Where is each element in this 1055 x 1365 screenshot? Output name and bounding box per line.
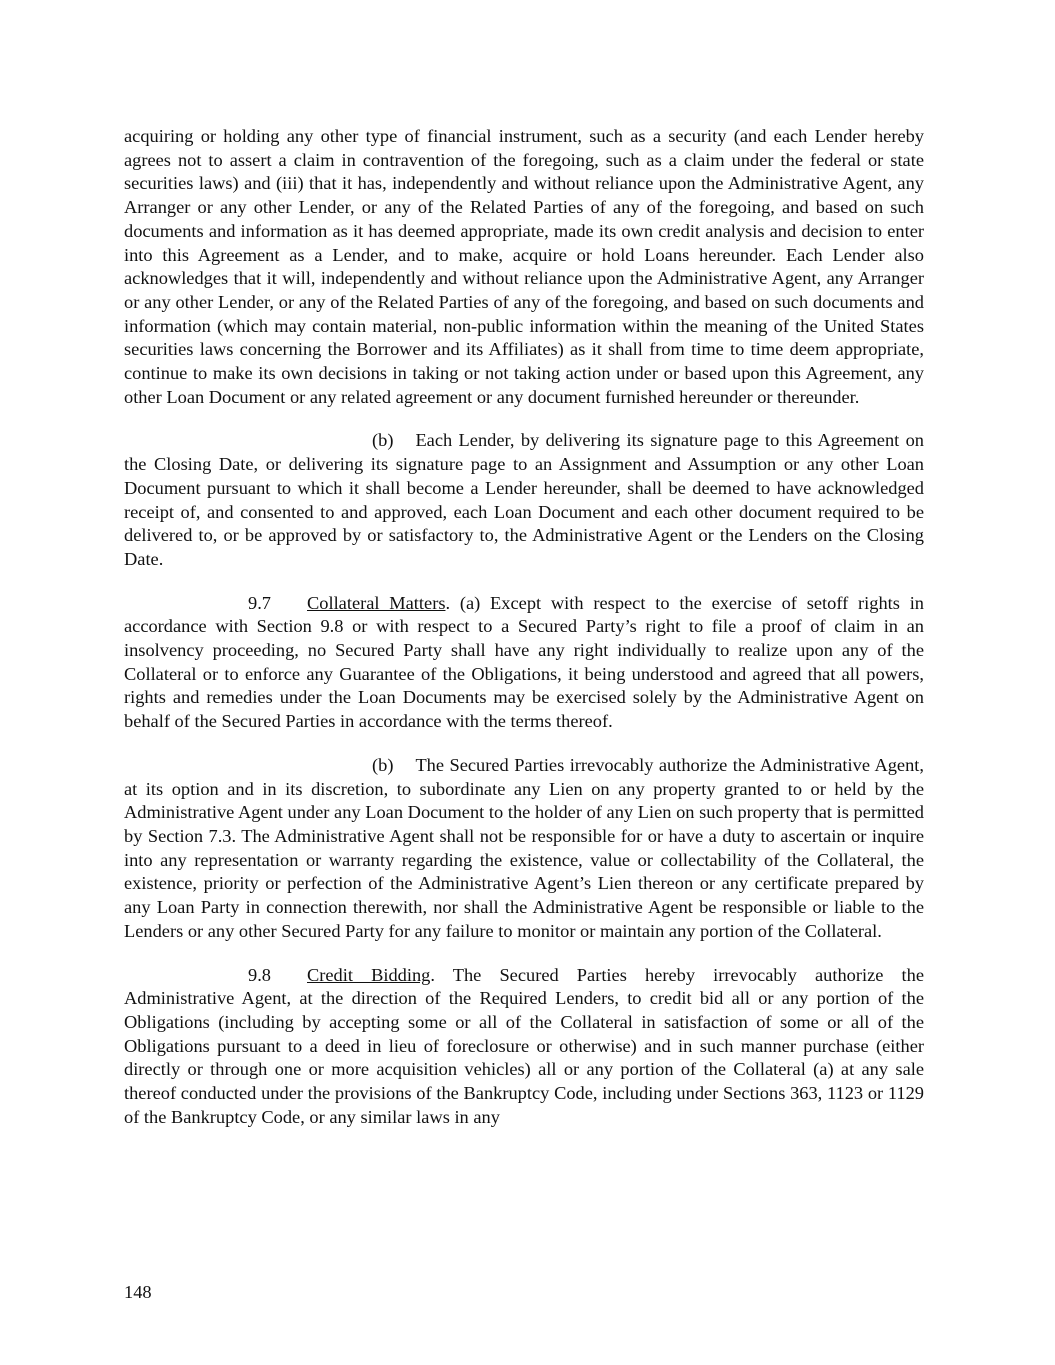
section-text: . (a) Except with respect to the exercise of setoff rights in accordance with Section 9.8 or with respect to a Secured Party’s right to file a proof of claim in an insolvency proceeding, no Secured Party shall have any right individually to realize upon any of the Collateral or to enforce any Guarantee of the Obligations, it being understood and agreed that all powers, rights and remedies under the Loan Documents may be exercised solely by the Administrative Agent on behalf of the Secured Parties in accordance with the terms thereof.: [124, 592, 924, 732]
clause-text: The Secured Parties irrevocably authorize the Administrative Agent, at its option and in its discretion, to subordinate any Lien on any property granted to or held by the Administrative Agent under any Loan Document to the holder of any Lien on such property that is permitted by Section 7.3. The Administrative Agent shall not be responsible for or have a duty to ascertain or inquire into any representation or warranty regarding the existence, value or collectability of the Collateral, the existence, priority or perfection of the Administrative Agent’s Lien thereon or any certificate prepared by any Loan Party in connection therewith, nor shall the Administrative Agent be responsible or liable to the Lenders or any other Secured Party for any failure to monitor or maintain any portion of the Collateral.: [124, 754, 924, 941]
section-heading: Credit Bidding: [307, 964, 431, 985]
section-heading: Collateral Matters: [307, 592, 446, 613]
clause-label: (b): [372, 430, 394, 451]
paragraph-9-6-b: [124, 429, 924, 571]
clause-text: Each Lender, by delivering its signature page to this Agreement on the Closing Date, or delivering its signature page to an Assignment and Assumption or any other Loan Document pursuant to which it shall become a Lender hereunder, shall be deemed to have acknowledged receipt of, and consented to and approved, each Loan Document and each other document required to be delivered to, or be approved by or satisfactory to, the Administrative Agent or the Lenders on the Closing Date.: [124, 430, 924, 569]
clause-label: (b): [372, 754, 394, 775]
section-number: 9.7: [248, 592, 271, 613]
section-number: 9.8: [248, 964, 271, 985]
section-9-8: [124, 964, 924, 1130]
section-text: . The Secured Parties hereby irrevocably authorize the Administrative Agent, at the direction of the Required Lenders, to credit bid all or any portion of the Obligations (including by accepting some or all of the Collateral in satisfaction of some or all of the Obligations pursuant to a deed in lieu of foreclosure or otherwise) and in such manner purchase (either directly or through one or more acquisition vehicles) all or any portion of the Collateral (a) at any sale thereof conducted under the provisions of the Bankruptcy Code, including under Sections 363, 1123 or 1129 of the Bankruptcy Code, or any similar laws in any: [124, 964, 924, 1127]
page-number: 148: [124, 1282, 152, 1302]
section-9-7: [124, 592, 924, 734]
document-page: [124, 125, 924, 1149]
paragraph-continuation: acquiring or holding any other type of financial instrument, such as a security (and each Lender hereby agrees not to assert a claim in contravention of the foregoing, such as a claim under the federal or state securities laws) and (iii) that it has, independently and without reliance upon the Administrative Agent, any Arranger or any other Lender, or any of the Related Parties of any of the foregoing, and based on such documents and information as it has deemed appropriate, made its own credit analysis and decision to enter into this Agreement as a Lender, and to make, acquire or hold Loans hereunder. Each Lender also acknowledges that it will, independently and without reliance upon the Administrative Agent, any Arranger or any other Lender, or any of the Related Parties of any of the foregoing, and based on such documents and information (which may contain material, non-public information within the meaning of the United States securities laws concerning the Borrower and its Affiliates) as it shall from time to time deem appropriate, continue to make its own decisions in taking or not taking action under or based upon this Agreement, any other Loan Document or any related agreement or any document furnished hereunder or thereunder.: [124, 126, 924, 407]
paragraph-9-7-b: [124, 754, 924, 944]
